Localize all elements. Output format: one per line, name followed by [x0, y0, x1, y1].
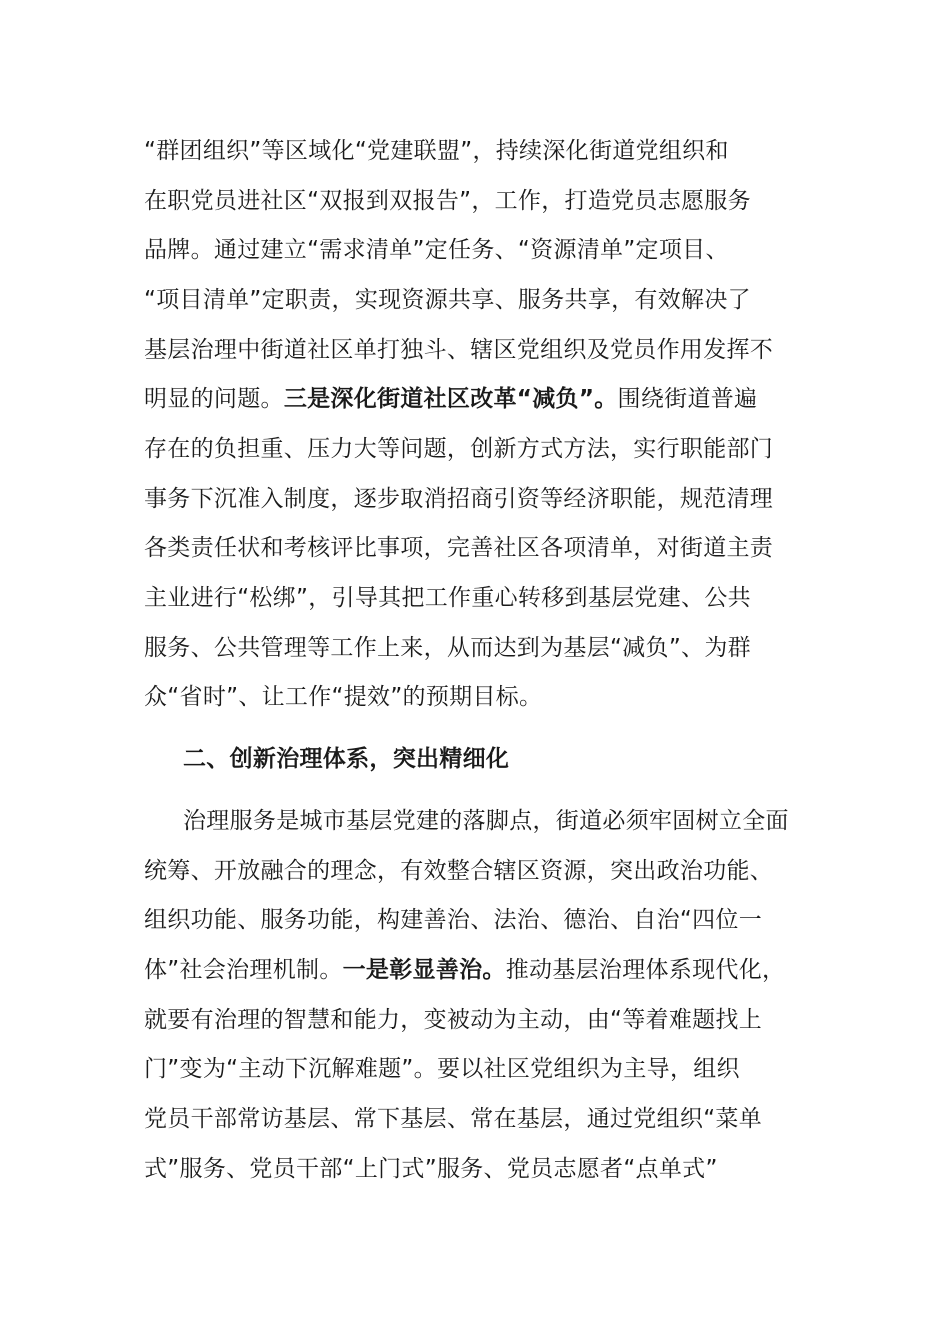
text-run: 体”社会治理机制。	[144, 957, 343, 983]
text-run: 推动基层治理体系现代化，	[505, 957, 786, 983]
text-line: 基层治理中街道社区单打独斗、辖区党组织及党员作用发挥不	[144, 337, 774, 363]
bold-lead-phrase: 一是彰显善治。	[342, 957, 506, 983]
text-run: 围绕街道普遍	[617, 386, 758, 412]
bold-lead-phrase: 三是深化街道社区改革“减负”。	[283, 386, 618, 412]
text-run: 明显的问题。	[144, 386, 284, 412]
text-line: 门”变为“主动下沉解难题”。要以社区党组织为主导，组织	[144, 1056, 740, 1082]
text-line: “群团组织”等区域化“党建联盟”，持续深化街道党组织和	[144, 138, 729, 164]
text-line: 各类责任状和考核评比事项，完善社区各项清单，对街道主责	[144, 535, 774, 561]
text-line: 主业进行“松绑”，引导其把工作重心转移到基层党建、公共	[144, 585, 751, 611]
text-line: “项目清单”定职责，实现资源共享、服务共享，有效解决了	[144, 287, 751, 313]
text-line	[144, 945, 785, 995]
text-line: 在职党员进社区“双报到双报告”，工作，打造党员志愿服务	[144, 188, 751, 214]
text-line: 组织功能、服务功能，构建善治、法治、德治、自治“四位一	[144, 907, 763, 933]
text-line: 就要有治理的智慧和能力，变被动为主动，由“等着难题找上	[144, 1007, 763, 1033]
text-line: 治理服务是城市基层党建的落脚点，街道必须牢固树立全面	[183, 808, 789, 834]
text-line: 品牌。通过建立“需求清单”定任务、“资源清单”定项目、	[144, 237, 729, 263]
text-line: 党员干部常访基层、常下基层、常在基层，通过党组织“菜单	[144, 1106, 763, 1132]
text-line: 式”服务、党员干部“上门式”服务、党员志愿者“点单式”	[144, 1156, 718, 1182]
text-line: 存在的负担重、压力大等问题，创新方式方法，实行职能部门	[144, 436, 774, 462]
text-line: 事务下沉准入制度，逐步取消招商引资等经济职能，规范清理	[144, 486, 774, 512]
text-line: 统筹、开放融合的理念，有效整合辖区资源，突出政治功能、	[144, 858, 774, 884]
text-line: 众“省时”、让工作“提效”的预期目标。	[144, 684, 543, 710]
section-heading: 二、创新治理体系，突出精细化	[183, 746, 510, 772]
text-line	[144, 374, 757, 424]
text-line: 服务、公共管理等工作上来，从而达到为基层“减负”、为群	[144, 635, 751, 661]
